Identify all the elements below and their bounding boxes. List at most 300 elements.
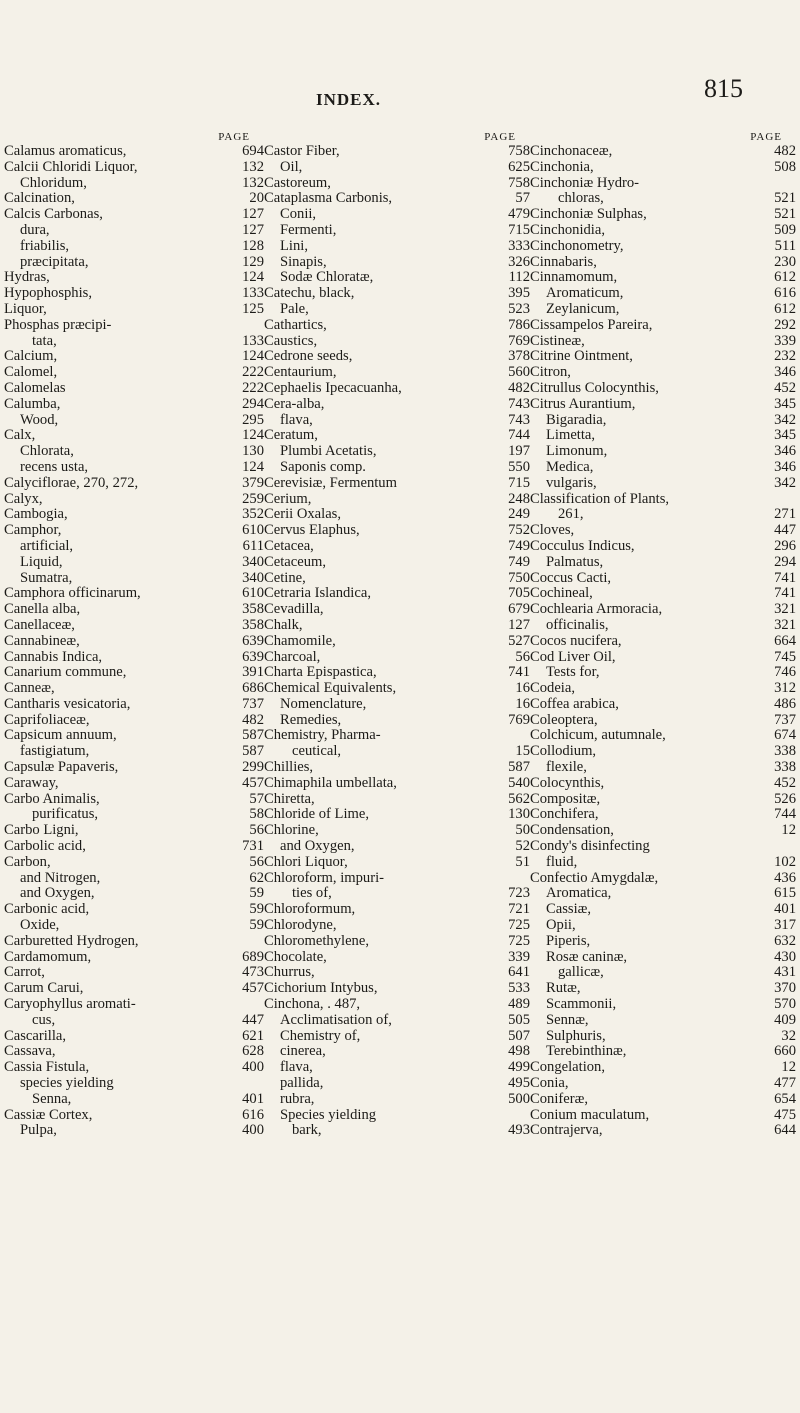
entry-page: 625 <box>508 158 530 175</box>
entry-page: 345 <box>774 395 796 412</box>
entry-term: fluid, <box>546 853 578 870</box>
index-entry <box>4 191 264 207</box>
entry-page: 610 <box>242 585 264 602</box>
entry-page: 737 <box>774 711 796 728</box>
entry-term: Sulphuris, <box>546 1027 606 1044</box>
entry-term: Limonum, <box>546 443 608 460</box>
index-entry <box>264 807 530 823</box>
entry-page: 526 <box>774 790 796 807</box>
entry-page: 741 <box>508 664 530 681</box>
entry-page: 758 <box>508 174 530 191</box>
entry-page: 50 <box>515 822 530 839</box>
entry-page: 452 <box>774 379 796 396</box>
entry-term: Caprifoliaceæ, <box>4 711 90 728</box>
entry-page: 346 <box>774 458 796 475</box>
index-entry <box>4 176 264 192</box>
index-entry <box>4 207 264 223</box>
entry-term: Limetta, <box>546 427 596 444</box>
entry-page: 112 <box>508 269 530 286</box>
entry-page: 294 <box>774 553 796 570</box>
index-entry <box>530 965 796 981</box>
entry-term: Cocculus Indicus, <box>530 537 635 554</box>
entry-term: Cathartics, <box>264 316 327 333</box>
entry-page: 56 <box>249 853 264 870</box>
entry-page: 128 <box>242 237 264 254</box>
index-entry <box>530 855 796 871</box>
entry-term: Cevadilla, <box>264 601 324 618</box>
index-entry <box>530 492 796 508</box>
entry-term: Cinnabaris, <box>530 253 597 270</box>
entry-term: Chalk, <box>264 616 303 633</box>
index-entry <box>264 1092 530 1108</box>
entry-page: 400 <box>242 1122 264 1139</box>
entry-page: 401 <box>774 901 796 918</box>
index-entry <box>4 792 264 808</box>
index-entry <box>264 365 530 381</box>
entry-page: 249 <box>508 506 530 523</box>
entry-page: 641 <box>508 964 530 981</box>
entry-page: 12 <box>781 822 796 839</box>
entry-page: 639 <box>242 648 264 665</box>
index-entry <box>4 950 264 966</box>
entry-term: Charta Epispastica, <box>264 664 377 681</box>
index-entry <box>4 1013 264 1029</box>
entry-page: 342 <box>774 411 796 428</box>
entry-page: 489 <box>508 996 530 1013</box>
entry-page: 612 <box>774 300 796 317</box>
index-entry <box>264 918 530 934</box>
index-entry <box>4 444 264 460</box>
entry-term: Colocynthis, <box>530 774 605 791</box>
entry-page: 127 <box>242 206 264 223</box>
index-entry <box>4 270 264 286</box>
entry-page: 587 <box>242 727 264 744</box>
entry-term: Calcis Carbonas, <box>4 206 103 223</box>
entry-term: Medica, <box>546 458 594 475</box>
index-entry <box>4 823 264 839</box>
entry-page: 664 <box>774 632 796 649</box>
entry-term: Chloromethylene, <box>264 932 369 949</box>
entry-page: 744 <box>774 806 796 823</box>
entry-term: Calyciflorae, 270, 272, <box>4 474 139 491</box>
entry-term: Species yielding <box>280 1106 377 1123</box>
entry-term: vulgaris, <box>546 474 597 491</box>
entry-term: Calx, <box>4 427 36 444</box>
entry-page: 321 <box>774 601 796 618</box>
entry-page: 326 <box>508 253 530 270</box>
index-entry <box>530 1123 796 1139</box>
index-entry <box>264 981 530 997</box>
index-column-1 <box>4 130 264 1139</box>
entry-term: Cerium, <box>264 490 312 507</box>
entry-term: Cinchonaceæ, <box>530 143 613 159</box>
index-entry <box>4 492 264 508</box>
entry-term: Carburetted Hydrogen, <box>4 932 139 949</box>
index-entry <box>4 886 264 902</box>
index-entry <box>4 981 264 997</box>
entry-term: Chloride of Lime, <box>264 806 369 823</box>
entry-term: Capsulæ Papaveris, <box>4 759 119 776</box>
index-entry <box>4 1076 264 1092</box>
entry-term: Oil, <box>280 158 303 175</box>
entry-term: Sodæ Chloratæ, <box>280 269 374 286</box>
entry-page: 587 <box>242 743 264 760</box>
index-entry <box>4 1044 264 1060</box>
entry-page: 232 <box>774 348 796 365</box>
entry-term: and Oxygen, <box>20 885 95 902</box>
entry-term: Coleoptera, <box>530 711 598 728</box>
index-entry <box>4 144 264 160</box>
index-entry <box>4 302 264 318</box>
index-entry <box>264 270 530 286</box>
entry-term: Citrullus Colocynthis, <box>530 379 659 396</box>
index-entry <box>530 1092 796 1108</box>
entry-term: pallida, <box>280 1075 324 1092</box>
entry-term: bark, <box>292 1122 322 1139</box>
entry-term: Cannabis Indica, <box>4 648 103 665</box>
entry-page: 674 <box>774 727 796 744</box>
entry-term: Contrajerva, <box>530 1122 603 1139</box>
index-entry <box>264 886 530 902</box>
index-entry <box>4 934 264 950</box>
index-entry <box>264 334 530 350</box>
entry-term: Calamus aromaticus, <box>4 143 127 159</box>
entry-page: 660 <box>774 1043 796 1060</box>
entry-page: 259 <box>242 490 264 507</box>
entry-term: Camphor, <box>4 522 62 539</box>
entry-page: 133 <box>242 332 264 349</box>
index-entry <box>264 523 530 539</box>
index-entry <box>264 997 530 1013</box>
entry-page: 550 <box>508 458 530 475</box>
index-entry <box>264 650 530 666</box>
index-entry <box>530 428 796 444</box>
index-entry <box>530 539 796 555</box>
index-entry <box>264 871 530 887</box>
index-entry <box>264 223 530 239</box>
entry-term: Conii, <box>280 206 317 223</box>
entry-term: Cissampelos Pareira, <box>530 316 653 333</box>
index-entry <box>4 871 264 887</box>
entry-term: Chloridum, <box>20 174 87 191</box>
entry-page: 51 <box>515 853 530 870</box>
entry-page: 632 <box>774 932 796 949</box>
entry-page: 498 <box>508 1043 530 1060</box>
index-entry <box>264 586 530 602</box>
entry-page: 379 <box>242 474 264 491</box>
index-entry <box>264 602 530 618</box>
index-entry <box>4 1092 264 1108</box>
index-entry <box>530 334 796 350</box>
entry-term: Oxide, <box>20 917 60 934</box>
index-entry <box>530 270 796 286</box>
entry-page: 486 <box>774 695 796 712</box>
entry-term: Nomenclature, <box>280 695 367 712</box>
entry-page: 725 <box>508 932 530 949</box>
index-entry <box>530 318 796 334</box>
entry-page: 378 <box>508 348 530 365</box>
entry-term: Chiretta, <box>264 790 315 807</box>
entry-term: recens usta, <box>20 458 89 475</box>
index-entry <box>530 523 796 539</box>
index-entry <box>4 697 264 713</box>
entry-page: 452 <box>774 774 796 791</box>
index-entry <box>264 1029 530 1045</box>
index-entry <box>530 571 796 587</box>
entry-page: 102 <box>774 853 796 870</box>
entry-term: præcipitata, <box>20 253 89 270</box>
entry-term: ceutical, <box>292 743 342 760</box>
entry-page: 409 <box>774 1011 796 1028</box>
entry-term: Sennæ, <box>546 1011 589 1028</box>
entry-term: and Oxygen, <box>280 838 355 855</box>
entry-page: 715 <box>508 474 530 491</box>
index-entry <box>264 207 530 223</box>
entry-page: 511 <box>774 237 796 254</box>
entry-page: 124 <box>242 348 264 365</box>
entry-term: Sinapis, <box>280 253 327 270</box>
index-entry <box>264 618 530 634</box>
entry-term: and Nitrogen, <box>20 869 101 886</box>
index-entry <box>530 1108 796 1124</box>
entry-page: 482 <box>774 143 796 159</box>
entry-page: 616 <box>774 285 796 302</box>
entry-page: 222 <box>242 379 264 396</box>
entry-term: Carbonic acid, <box>4 901 90 918</box>
index-entry <box>264 255 530 271</box>
entry-term: Hypophosphis, <box>4 285 92 302</box>
entry-term: Cerevisiæ, Fermentum <box>264 474 397 491</box>
entry-term: Zeylanicum, <box>546 300 620 317</box>
entry-term: Conchifera, <box>530 806 599 823</box>
entry-term: Aromaticum, <box>546 285 624 302</box>
entry-page: 401 <box>242 1090 264 1107</box>
entry-page: 749 <box>508 553 530 570</box>
index-entry <box>264 381 530 397</box>
index-entry <box>264 144 530 160</box>
entry-term: Senna, <box>32 1090 72 1107</box>
entry-term: Calcium, <box>4 348 58 365</box>
entry-term: Tests for, <box>546 664 600 681</box>
entry-page: 222 <box>242 364 264 381</box>
entry-page: 521 <box>774 206 796 223</box>
entry-page: 342 <box>774 474 796 491</box>
entry-page: 346 <box>774 364 796 381</box>
entry-term: Chloroform, impuri- <box>264 869 384 886</box>
entry-term: Cataplasma Carbonis, <box>264 190 393 207</box>
index-entry <box>530 413 796 429</box>
entry-term: Cera-alba, <box>264 395 325 412</box>
entry-page: 737 <box>242 695 264 712</box>
page-header <box>0 74 800 114</box>
index-entry <box>4 239 264 255</box>
entry-page: 370 <box>774 980 796 997</box>
index-entry <box>530 760 796 776</box>
entry-term: Calomel, <box>4 364 58 381</box>
index-entry <box>264 950 530 966</box>
index-entry <box>4 1108 264 1124</box>
entry-term: Classification of Plants, <box>530 490 670 507</box>
entry-term: Coccus Cacti, <box>530 569 612 586</box>
index-entry <box>4 460 264 476</box>
entry-term: Churrus, <box>264 964 315 981</box>
entry-term: Terebinthinæ, <box>546 1043 627 1060</box>
index-entry <box>4 634 264 650</box>
entry-term: Opii, <box>546 917 576 934</box>
entry-term: Cassia Fistula, <box>4 1059 90 1076</box>
entry-term: Scammonii, <box>546 996 617 1013</box>
entry-page: 132 <box>242 158 264 175</box>
entry-term: Canella alba, <box>4 601 81 618</box>
index-entry <box>4 665 264 681</box>
entry-term: Carbolic acid, <box>4 838 86 855</box>
entry-page: 57 <box>249 790 264 807</box>
index-entry <box>264 302 530 318</box>
entry-term: Chloroformum, <box>264 901 356 918</box>
entry-term: 261, <box>558 506 584 523</box>
entry-page: 358 <box>242 616 264 633</box>
entry-term: Calumba, <box>4 395 61 412</box>
entry-page: 689 <box>242 948 264 965</box>
entry-page: 312 <box>774 680 796 697</box>
index-entry <box>4 413 264 429</box>
entry-page: 523 <box>508 300 530 317</box>
page-column-label: PAGE <box>484 131 516 143</box>
entry-page: 621 <box>242 1027 264 1044</box>
index-entry <box>264 191 530 207</box>
index-entry <box>530 618 796 634</box>
entry-page: 611 <box>242 537 264 554</box>
index-entry <box>4 397 264 413</box>
index-entry <box>264 318 530 334</box>
index-entry <box>530 602 796 618</box>
entry-page: 56 <box>515 648 530 665</box>
entry-term: purificatus, <box>32 806 99 823</box>
entry-term: Sumatra, <box>20 569 73 586</box>
entry-page: 721 <box>508 901 530 918</box>
entry-page: 62 <box>249 869 264 886</box>
entry-term: Cassiæ Cortex, <box>4 1106 93 1123</box>
entry-page: 686 <box>242 680 264 697</box>
index-entry <box>264 349 530 365</box>
index-entry <box>264 839 530 855</box>
entry-page: 521 <box>774 190 796 207</box>
entry-term: Chlori Liquor, <box>264 853 348 870</box>
entry-term: ties of, <box>292 885 332 902</box>
entry-term: Rutæ, <box>546 980 581 997</box>
entry-page: 125 <box>242 300 264 317</box>
entry-term: Cinchoniæ Hydro- <box>530 174 640 191</box>
entry-term: Cichorium Intybus, <box>264 980 378 997</box>
entry-page: 500 <box>508 1090 530 1107</box>
entry-page: 345 <box>774 427 796 444</box>
entry-term: Ceratum, <box>264 427 318 444</box>
entry-page: 473 <box>242 964 264 981</box>
entry-term: Condensation, <box>530 822 614 839</box>
index-entry <box>264 476 530 492</box>
index-entry <box>264 571 530 587</box>
index-entry <box>4 334 264 350</box>
entry-page: 127 <box>242 221 264 238</box>
entry-term: Hydras, <box>4 269 50 286</box>
index-entry <box>264 413 530 429</box>
index-entry <box>530 713 796 729</box>
entry-page: 616 <box>242 1106 264 1123</box>
index-entry <box>530 744 796 760</box>
index-entry <box>530 476 796 492</box>
entry-term: Carbon, <box>4 853 51 870</box>
entry-term: Centaurium, <box>264 364 337 381</box>
index-entry <box>530 681 796 697</box>
index-entry <box>530 697 796 713</box>
entry-page: 457 <box>242 774 264 791</box>
entry-page: 612 <box>774 269 796 286</box>
entry-page: 317 <box>774 917 796 934</box>
entry-page: 769 <box>508 711 530 728</box>
entry-page: 570 <box>774 996 796 1013</box>
entry-page: 447 <box>774 522 796 539</box>
entry-term: Cedrone seeds, <box>264 348 353 365</box>
entry-page: 338 <box>774 759 796 776</box>
index-entry <box>4 223 264 239</box>
entry-term: Lini, <box>280 237 308 254</box>
index-entry <box>4 1123 264 1139</box>
entry-page: 299 <box>242 759 264 776</box>
entry-term: Liquor, <box>4 300 47 317</box>
index-entry <box>530 1076 796 1092</box>
entry-page: 527 <box>508 632 530 649</box>
entry-term: Caustics, <box>264 332 318 349</box>
index-entry <box>4 428 264 444</box>
entry-page: 495 <box>508 1075 530 1092</box>
entry-term: Carrot, <box>4 964 45 981</box>
index-entry <box>264 1123 530 1139</box>
index-entry <box>4 255 264 271</box>
index-entry <box>530 997 796 1013</box>
index-entry <box>4 555 264 571</box>
entry-page: 395 <box>508 285 530 302</box>
entry-term: Chocolate, <box>264 948 327 965</box>
index-entry <box>264 160 530 176</box>
entry-page: 339 <box>508 948 530 965</box>
index-entry <box>530 839 796 855</box>
index-entry <box>264 728 530 744</box>
entry-page: 560 <box>508 364 530 381</box>
entry-term: Cambogia, <box>4 506 68 523</box>
index-entry <box>264 697 530 713</box>
entry-term: Pulpa, <box>20 1122 57 1139</box>
index-entry <box>4 618 264 634</box>
entry-page: 124 <box>242 269 264 286</box>
entry-page: 769 <box>508 332 530 349</box>
index-entry <box>264 428 530 444</box>
entry-term: Carum Carui, <box>4 980 84 997</box>
entry-page: 294 <box>242 395 264 412</box>
index-entry <box>4 760 264 776</box>
entry-term: Caryophyllus aromati- <box>4 996 136 1013</box>
entry-term: Aromatica, <box>546 885 612 902</box>
index-entry <box>530 728 796 744</box>
index-entry <box>530 255 796 271</box>
entry-term: fastigiatum, <box>20 743 90 760</box>
entry-page: 130 <box>242 443 264 460</box>
entry-term: Canarium commune, <box>4 664 127 681</box>
index-entry <box>264 539 530 555</box>
index-entry <box>530 934 796 950</box>
entry-term: Canneæ, <box>4 680 55 697</box>
entry-term: Cetaceum, <box>264 553 326 570</box>
index-entry <box>530 302 796 318</box>
